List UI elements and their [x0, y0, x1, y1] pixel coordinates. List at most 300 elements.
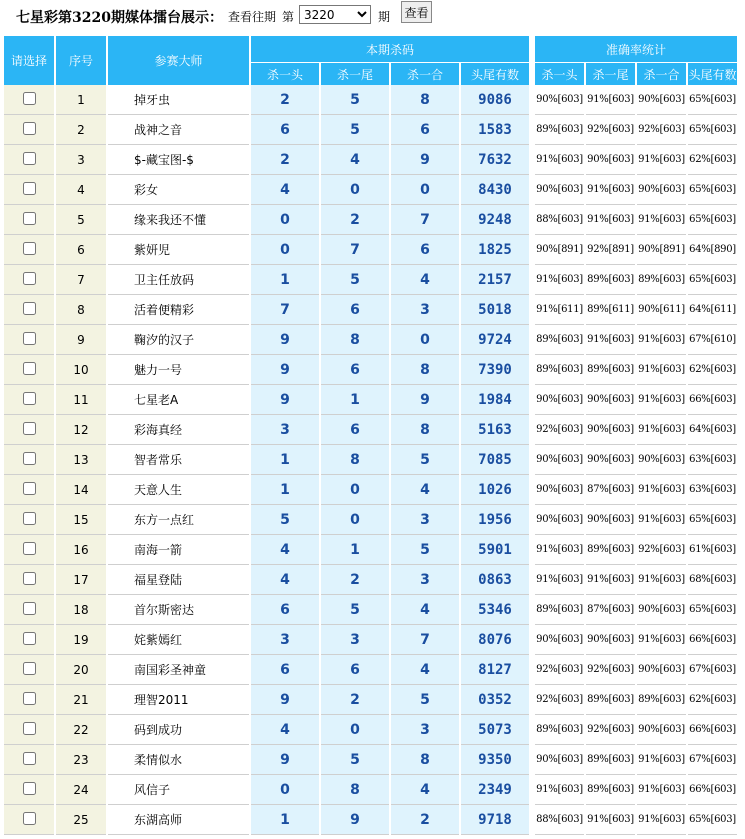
row-index: 16: [56, 535, 106, 565]
table-row: [4, 475, 737, 505]
head-tail-value: 1026: [461, 475, 529, 505]
master-name: 彩海真经: [108, 415, 249, 445]
stat-sum-value: 90%[603]: [637, 595, 686, 625]
select-checkbox[interactable]: [23, 332, 36, 345]
master-name: 智者常乐: [108, 445, 249, 475]
head-tail-value: 8127: [461, 655, 529, 685]
master-name: 福星登陆: [108, 565, 249, 595]
kill-sum-value: 4: [391, 265, 459, 295]
select-checkbox[interactable]: [23, 692, 36, 705]
head-tail-value: 0352: [461, 685, 529, 715]
stat-sum-value: 91%[603]: [637, 565, 686, 595]
kill-head-value: 0: [251, 235, 319, 265]
table-row: [4, 115, 737, 145]
stat-sum-value: 90%[891]: [637, 235, 686, 265]
stat-head-value: 89%[603]: [535, 715, 584, 745]
kill-head-value: 1: [251, 805, 319, 835]
stat-sum-value: 91%[603]: [637, 745, 686, 775]
row-checkbox: [4, 565, 54, 595]
kill-head-value: 0: [251, 205, 319, 235]
select-checkbox[interactable]: [23, 212, 36, 225]
row-index: 6: [56, 235, 106, 265]
head-tail-value: 5901: [461, 535, 529, 565]
stat-ht-value: 64%[603]: [688, 415, 737, 445]
row-checkbox: [4, 85, 54, 115]
select-checkbox[interactable]: [23, 392, 36, 405]
head-tail-value: 0863: [461, 565, 529, 595]
stat-tail-value: 87%[603]: [586, 595, 635, 625]
table-row: [4, 565, 737, 595]
row-checkbox: [4, 295, 54, 325]
stat-tail-value: 92%[603]: [586, 115, 635, 145]
kill-head-value: 0: [251, 775, 319, 805]
row-index: 20: [56, 655, 106, 685]
stat-tail-value: 91%[603]: [586, 85, 635, 115]
select-checkbox[interactable]: [23, 242, 36, 255]
stat-sum-value: 91%[603]: [637, 625, 686, 655]
stat-sum-value: 90%[603]: [637, 715, 686, 745]
kill-head-value: 7: [251, 295, 319, 325]
kill-sum-value: 3: [391, 505, 459, 535]
di-label: 第: [282, 10, 295, 24]
select-checkbox[interactable]: [23, 542, 36, 555]
master-name: 风信子: [108, 775, 249, 805]
kill-tail-value: 2: [321, 685, 389, 715]
table-row: [4, 205, 737, 235]
stat-tail-value: 89%[611]: [586, 295, 635, 325]
table-row: [4, 265, 737, 295]
master-name: 缘来我还不懂: [108, 205, 249, 235]
kill-head-value: 9: [251, 355, 319, 385]
kill-head-value: 4: [251, 175, 319, 205]
stat-ht-value: 65%[603]: [688, 805, 737, 835]
kill-tail-value: 8: [321, 775, 389, 805]
stat-tail-value: 90%[603]: [586, 415, 635, 445]
table-row: [4, 535, 737, 565]
kill-sum-value: 9: [391, 145, 459, 175]
col-master: 参赛大师: [108, 36, 249, 85]
kill-head-value: 9: [251, 685, 319, 715]
stat-sum-value: 92%[603]: [637, 115, 686, 145]
stat-head-value: 89%[603]: [535, 325, 584, 355]
stat-head-value: 90%[603]: [535, 505, 584, 535]
kill-tail-value: 6: [321, 355, 389, 385]
kill-sum-value: 8: [391, 355, 459, 385]
row-index: 1: [56, 85, 106, 115]
stat-head-value: 90%[603]: [535, 745, 584, 775]
stat-ht-value: 61%[603]: [688, 535, 737, 565]
col-group-stats: 准确率统计: [535, 36, 737, 62]
kill-sum-value: 4: [391, 475, 459, 505]
row-index: 3: [56, 145, 106, 175]
kill-sum-value: 4: [391, 655, 459, 685]
row-checkbox: [4, 385, 54, 415]
stat-sum-value: 91%[603]: [637, 475, 686, 505]
stat-ht-value: 65%[603]: [688, 265, 737, 295]
stat-head-value: 90%[603]: [535, 445, 584, 475]
kill-head-value: 9: [251, 325, 319, 355]
row-index: 10: [56, 355, 106, 385]
table-row: [4, 445, 737, 475]
master-name: 柔情似水: [108, 745, 249, 775]
row-index: 13: [56, 445, 106, 475]
stat-tail-value: 89%[603]: [586, 355, 635, 385]
table-row: [4, 505, 737, 535]
table-row: [4, 415, 737, 445]
stat-ht-value: 66%[603]: [688, 715, 737, 745]
kill-tail-value: 6: [321, 655, 389, 685]
row-index: 12: [56, 415, 106, 445]
kill-sum-value: 2: [391, 805, 459, 835]
stat-sum-value: 92%[603]: [637, 535, 686, 565]
table-body: [4, 85, 737, 835]
master-name: 东方一点红: [108, 505, 249, 535]
row-checkbox: [4, 355, 54, 385]
master-name: 天意人生: [108, 475, 249, 505]
masters-table: [2, 36, 739, 835]
stat-head-value: 92%[603]: [535, 415, 584, 445]
table-row: [4, 385, 737, 415]
stat-head-value: 91%[603]: [535, 565, 584, 595]
kill-tail-value: 1: [321, 385, 389, 415]
kill-sum-value: 5: [391, 445, 459, 475]
kill-tail-value: 3: [321, 625, 389, 655]
stat-tail-value: 91%[603]: [586, 565, 635, 595]
stat-head-value: 90%[603]: [535, 385, 584, 415]
stat-sum-value: 90%[603]: [637, 175, 686, 205]
col-stat-head: 杀一头: [535, 62, 584, 85]
stat-ht-value: 68%[603]: [688, 565, 737, 595]
stat-ht-value: 64%[611]: [688, 295, 737, 325]
kill-sum-value: 5: [391, 685, 459, 715]
select-checkbox[interactable]: [23, 812, 36, 825]
row-index: 18: [56, 595, 106, 625]
select-checkbox[interactable]: [23, 422, 36, 435]
row-index: 7: [56, 265, 106, 295]
stat-ht-value: 62%[603]: [688, 355, 737, 385]
select-checkbox[interactable]: [23, 662, 36, 675]
head-tail-value: 2157: [461, 265, 529, 295]
kill-tail-value: 0: [321, 505, 389, 535]
stat-tail-value: 91%[603]: [586, 805, 635, 835]
kill-tail-value: 2: [321, 565, 389, 595]
stat-ht-value: 62%[603]: [688, 145, 737, 175]
stat-head-value: 88%[603]: [535, 805, 584, 835]
master-name: 紫妍児: [108, 235, 249, 265]
kill-tail-value: 6: [321, 415, 389, 445]
col-kill-sum: 杀一合: [391, 62, 459, 85]
col-select: 请选择: [4, 36, 54, 85]
select-checkbox[interactable]: [23, 722, 36, 735]
row-index: 11: [56, 385, 106, 415]
head-tail-value: 1583: [461, 115, 529, 145]
kill-head-value: 4: [251, 535, 319, 565]
select-checkbox[interactable]: [23, 632, 36, 645]
stat-sum-value: 90%[603]: [637, 445, 686, 475]
table-row: [4, 805, 737, 835]
kill-sum-value: 8: [391, 745, 459, 775]
kill-tail-value: 2: [321, 205, 389, 235]
kill-tail-value: 5: [321, 595, 389, 625]
kill-sum-value: 8: [391, 85, 459, 115]
row-checkbox: [4, 145, 54, 175]
stat-tail-value: 89%[603]: [586, 535, 635, 565]
row-checkbox: [4, 445, 54, 475]
row-checkbox: [4, 235, 54, 265]
table-row: [4, 745, 737, 775]
kill-head-value: 9: [251, 385, 319, 415]
select-checkbox[interactable]: [23, 602, 36, 615]
stat-ht-value: 67%[603]: [688, 655, 737, 685]
row-checkbox: [4, 175, 54, 205]
kill-sum-value: 7: [391, 205, 459, 235]
kill-head-value: 1: [251, 445, 319, 475]
kill-tail-value: 5: [321, 85, 389, 115]
select-checkbox[interactable]: [23, 452, 36, 465]
stat-head-value: 90%[603]: [535, 625, 584, 655]
kill-sum-value: 0: [391, 175, 459, 205]
select-checkbox[interactable]: [23, 302, 36, 315]
select-checkbox[interactable]: [23, 92, 36, 105]
stat-sum-value: 90%[603]: [637, 85, 686, 115]
kill-sum-value: 6: [391, 235, 459, 265]
master-name: 南海一箭: [108, 535, 249, 565]
table-row: [4, 715, 737, 745]
row-checkbox: [4, 775, 54, 805]
page-title: 七星彩第3220期媒体擂台展示：: [16, 10, 223, 26]
head-tail-value: 5073: [461, 715, 529, 745]
stat-ht-value: 66%[603]: [688, 385, 737, 415]
kill-head-value: 3: [251, 625, 319, 655]
period-select[interactable]: [299, 5, 371, 24]
stat-ht-value: 67%[603]: [688, 745, 737, 775]
master-name: 首尔斯密达: [108, 595, 249, 625]
row-index: 21: [56, 685, 106, 715]
kill-sum-value: 0: [391, 325, 459, 355]
master-name: 南国彩圣神童: [108, 655, 249, 685]
row-index: 15: [56, 505, 106, 535]
select-checkbox[interactable]: [23, 272, 36, 285]
row-checkbox: [4, 625, 54, 655]
kill-sum-value: 9: [391, 385, 459, 415]
stat-ht-value: 65%[603]: [688, 115, 737, 145]
stat-sum-value: 91%[603]: [637, 385, 686, 415]
stat-head-value: 90%[891]: [535, 235, 584, 265]
kill-tail-value: 5: [321, 745, 389, 775]
col-stat-ht: 头尾有数: [688, 62, 737, 85]
stat-sum-value: 91%[603]: [637, 805, 686, 835]
master-name: 掉牙虫: [108, 85, 249, 115]
stat-head-value: 90%[603]: [535, 85, 584, 115]
kill-sum-value: 3: [391, 295, 459, 325]
stat-tail-value: 89%[603]: [586, 265, 635, 295]
kill-tail-value: 5: [321, 265, 389, 295]
kill-head-value: 9: [251, 745, 319, 775]
stat-ht-value: 65%[603]: [688, 175, 737, 205]
head-tail-value: 5163: [461, 415, 529, 445]
select-checkbox[interactable]: [23, 362, 36, 375]
stat-head-value: 90%[603]: [535, 475, 584, 505]
stat-sum-value: 89%[603]: [637, 265, 686, 295]
table-row: [4, 655, 737, 685]
page-header: [0, 0, 745, 34]
kill-head-value: 6: [251, 115, 319, 145]
kill-tail-value: 5: [321, 115, 389, 145]
stat-tail-value: 91%[603]: [586, 205, 635, 235]
row-index: 2: [56, 115, 106, 145]
stat-head-value: 89%[603]: [535, 355, 584, 385]
table-row: [4, 295, 737, 325]
stat-tail-value: 92%[603]: [586, 655, 635, 685]
table-row: [4, 85, 737, 115]
stat-sum-value: 91%[603]: [637, 415, 686, 445]
table-row: [4, 325, 737, 355]
select-checkbox[interactable]: [23, 182, 36, 195]
row-checkbox: [4, 115, 54, 145]
table-row: [4, 625, 737, 655]
select-checkbox[interactable]: [23, 572, 36, 585]
col-group-kill: 本期杀码: [251, 36, 529, 62]
kill-tail-value: 1: [321, 535, 389, 565]
row-index: 4: [56, 175, 106, 205]
kill-sum-value: 3: [391, 715, 459, 745]
row-checkbox: [4, 805, 54, 835]
kill-head-value: 6: [251, 655, 319, 685]
stat-head-value: 92%[603]: [535, 655, 584, 685]
head-tail-value: 8430: [461, 175, 529, 205]
master-name: 东湖高师: [108, 805, 249, 835]
table-row: [4, 235, 737, 265]
row-checkbox: [4, 265, 54, 295]
stat-tail-value: 90%[603]: [586, 625, 635, 655]
stat-head-value: 91%[603]: [535, 265, 584, 295]
row-index: 22: [56, 715, 106, 745]
select-checkbox[interactable]: [23, 122, 36, 135]
row-checkbox: [4, 685, 54, 715]
table-row: [4, 685, 737, 715]
stat-sum-value: 91%[603]: [637, 145, 686, 175]
kill-tail-value: 4: [321, 145, 389, 175]
stat-ht-value: 65%[603]: [688, 505, 737, 535]
stat-ht-value: 65%[603]: [688, 205, 737, 235]
kill-head-value: 3: [251, 415, 319, 445]
master-name: 卫主任放码: [108, 265, 249, 295]
stat-head-value: 91%[603]: [535, 775, 584, 805]
master-name: 七星老A: [108, 385, 249, 415]
kill-sum-value: 4: [391, 775, 459, 805]
select-checkbox[interactable]: [23, 752, 36, 765]
master-name: 魅力一号: [108, 355, 249, 385]
stat-ht-value: 65%[603]: [688, 595, 737, 625]
kill-head-value: 1: [251, 265, 319, 295]
master-name: 活着便精彩: [108, 295, 249, 325]
stat-sum-value: 90%[603]: [637, 655, 686, 685]
row-checkbox: [4, 655, 54, 685]
stat-tail-value: 87%[603]: [586, 475, 635, 505]
stat-sum-value: 91%[603]: [637, 775, 686, 805]
select-checkbox[interactable]: [23, 782, 36, 795]
master-name: 理智2011: [108, 685, 249, 715]
kill-sum-value: 5: [391, 535, 459, 565]
head-tail-value: 1825: [461, 235, 529, 265]
stat-ht-value: 64%[890]: [688, 235, 737, 265]
row-checkbox: [4, 535, 54, 565]
head-tail-value: 1956: [461, 505, 529, 535]
stat-head-value: 91%[603]: [535, 535, 584, 565]
stat-ht-value: 66%[603]: [688, 625, 737, 655]
master-name: 码到成功: [108, 715, 249, 745]
select-checkbox[interactable]: [23, 482, 36, 495]
stat-sum-value: 90%[611]: [637, 295, 686, 325]
head-tail-value: 5346: [461, 595, 529, 625]
kill-tail-value: 9: [321, 805, 389, 835]
head-tail-value: 2349: [461, 775, 529, 805]
stat-sum-value: 91%[603]: [637, 325, 686, 355]
stat-ht-value: 67%[610]: [688, 325, 737, 355]
kill-tail-value: 8: [321, 445, 389, 475]
stat-head-value: 90%[603]: [535, 175, 584, 205]
row-index: 5: [56, 205, 106, 235]
stat-tail-value: 90%[603]: [586, 505, 635, 535]
row-index: 8: [56, 295, 106, 325]
history-query-label: 查看往期: [228, 10, 277, 24]
kill-sum-value: 3: [391, 565, 459, 595]
master-name: 姹紫嫣红: [108, 625, 249, 655]
kill-head-value: 1: [251, 475, 319, 505]
stat-head-value: 91%[603]: [535, 145, 584, 175]
stat-head-value: 88%[603]: [535, 205, 584, 235]
row-index: 14: [56, 475, 106, 505]
stat-tail-value: 91%[603]: [586, 175, 635, 205]
row-checkbox: [4, 325, 54, 355]
stat-ht-value: 62%[603]: [688, 685, 737, 715]
master-name: 战神之音: [108, 115, 249, 145]
stat-sum-value: 91%[603]: [637, 205, 686, 235]
kill-tail-value: 8: [321, 325, 389, 355]
select-checkbox[interactable]: [23, 512, 36, 525]
search-button[interactable]: 查看: [401, 1, 432, 23]
stat-tail-value: 89%[603]: [586, 685, 635, 715]
select-checkbox[interactable]: [23, 152, 36, 165]
stat-sum-value: 89%[603]: [637, 685, 686, 715]
row-checkbox: [4, 715, 54, 745]
row-index: 24: [56, 775, 106, 805]
row-index: 9: [56, 325, 106, 355]
row-checkbox: [4, 475, 54, 505]
row-index: 25: [56, 805, 106, 835]
kill-tail-value: 7: [321, 235, 389, 265]
kill-tail-value: 0: [321, 175, 389, 205]
head-tail-value: 9724: [461, 325, 529, 355]
stat-head-value: 89%[603]: [535, 115, 584, 145]
table-row: [4, 175, 737, 205]
kill-head-value: 4: [251, 565, 319, 595]
stat-sum-value: 91%[603]: [637, 505, 686, 535]
row-checkbox: [4, 415, 54, 445]
row-index: 17: [56, 565, 106, 595]
kill-tail-value: 0: [321, 715, 389, 745]
table-row: [4, 595, 737, 625]
stat-tail-value: 92%[603]: [586, 715, 635, 745]
table-row: [4, 145, 737, 175]
kill-sum-value: 7: [391, 625, 459, 655]
head-tail-value: 1984: [461, 385, 529, 415]
kill-tail-value: 0: [321, 475, 389, 505]
head-tail-value: 7632: [461, 145, 529, 175]
stat-sum-value: 91%[603]: [637, 355, 686, 385]
col-kill-tail: 杀一尾: [321, 62, 389, 85]
table-row: [4, 355, 737, 385]
